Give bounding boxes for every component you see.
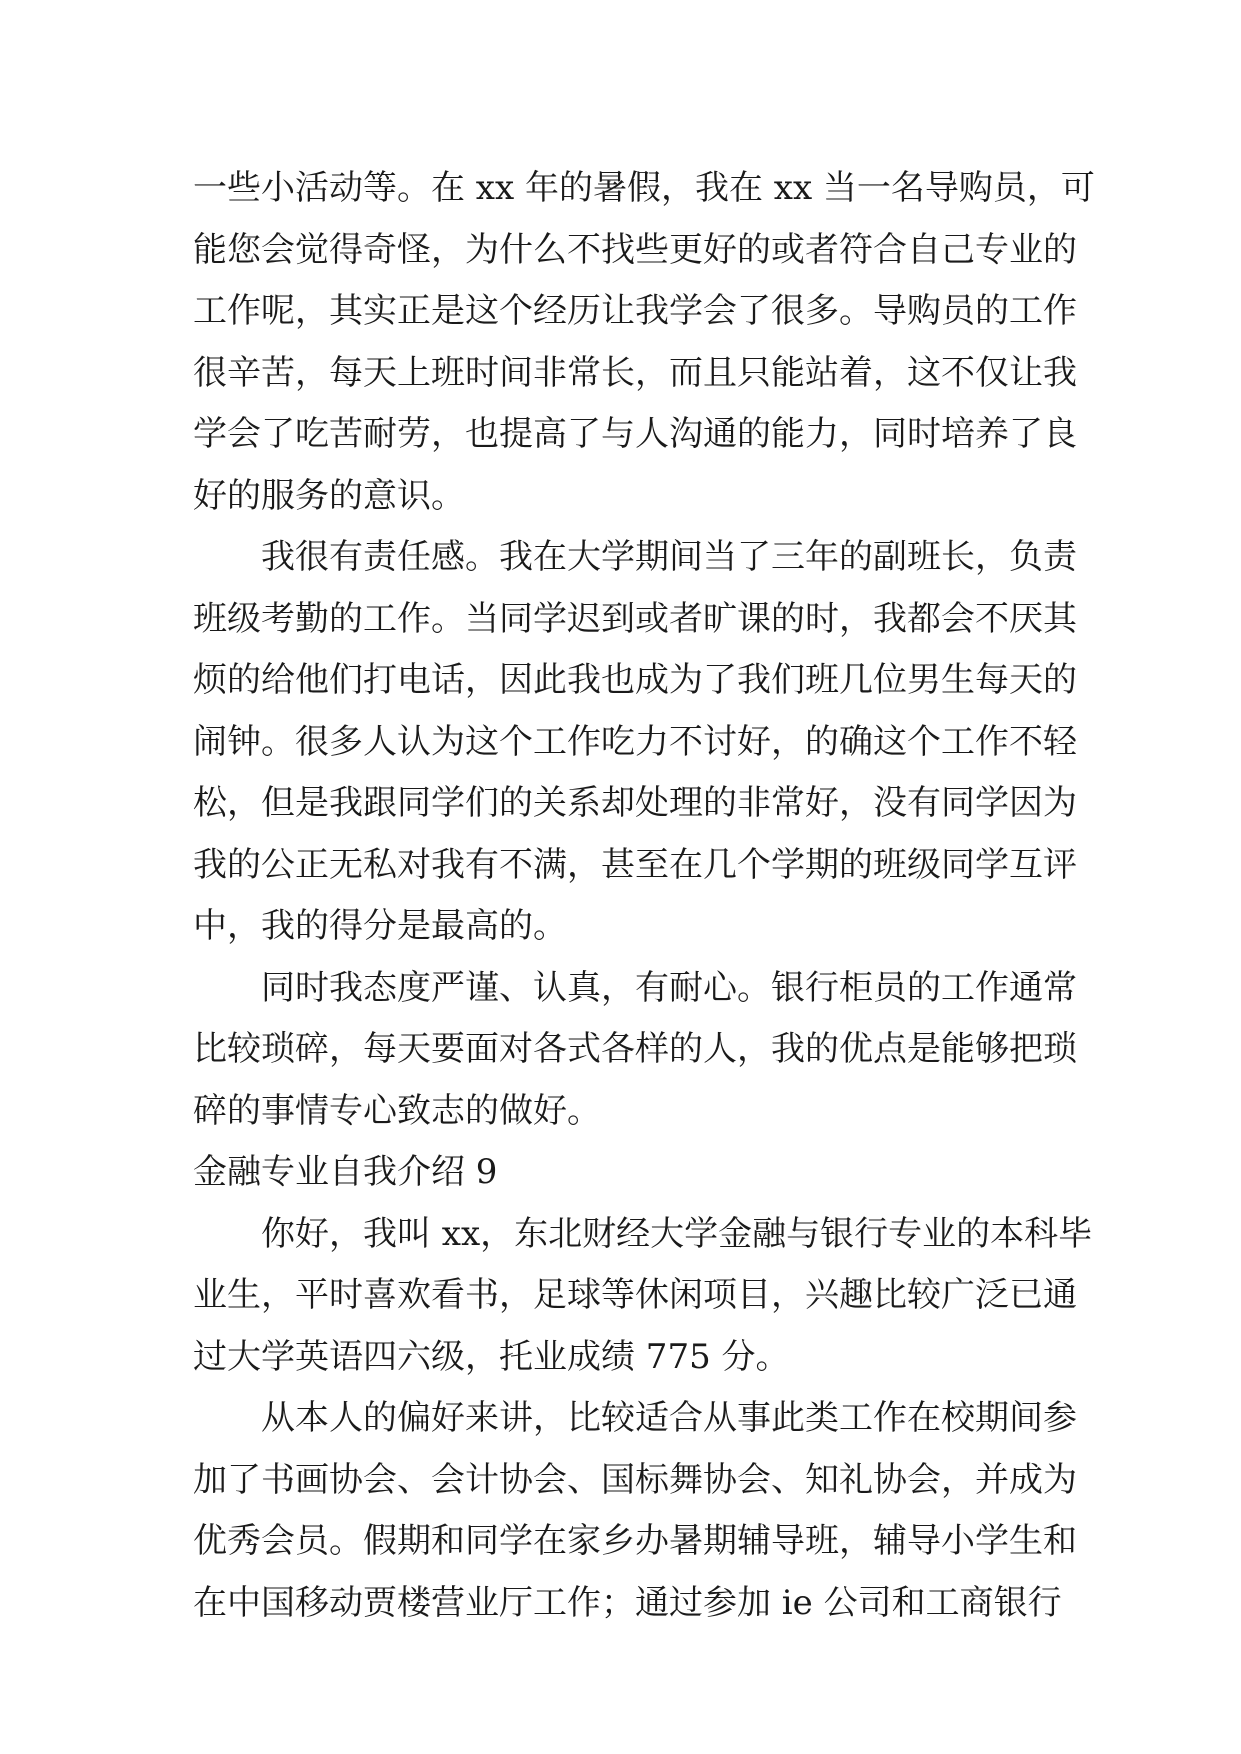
document-body (193, 158, 1095, 1634)
text-line: 过大学英语四六级，托业成绩 775 分。 (193, 1336, 790, 1377)
text-line: 你好，我叫 xx，东北财经大学金融与银行专业的本科毕 (261, 1213, 1093, 1254)
text-line: 班级考勤的工作。当同学迟到或者旷课的时，我都会不厌其 (193, 598, 1077, 639)
text-line: 工作呢，其实正是这个经历让我学会了很多。导购员的工作 (193, 291, 1077, 331)
paragraph (193, 158, 1095, 527)
text-line: 好的服务的意识。 (193, 475, 465, 516)
text-line: 闹钟。很多人认为这个工作吃力不讨好，的确这个工作不轻 (193, 721, 1077, 762)
text-line: 能您会觉得奇怪，为什么不找些更好的或者符合自己专业的 (193, 229, 1077, 270)
text-line: 同时我态度严谨、认真，有耐心。银行柜员的工作通常 (261, 967, 1077, 1008)
text-line: 从本人的偏好来讲，比较适合从事此类工作在校期间参 (261, 1398, 1077, 1438)
text-line: 中，我的得分是最高的。 (193, 906, 567, 946)
text-line: 松，但是我跟同学们的关系却处理的非常好，没有同学因为 (193, 783, 1077, 823)
text-line: 学会了吃苦耐劳，也提高了与人沟通的能力，同时培养了良 (193, 414, 1077, 454)
text-line: 碎的事情专心致志的做好。 (193, 1090, 601, 1131)
text-line: 比较琐碎，每天要面对各式各样的人，我的优点是能够把琐 (193, 1029, 1077, 1069)
text-line: 我很有责任感。我在大学期间当了三年的副班长，负责 (261, 537, 1077, 577)
text-line: 一些小活动等。在 xx 年的暑假，我在 xx 当一名导购员，可 (193, 168, 1095, 208)
text-line: 烦的给他们打电话，因此我也成为了我们班几位男生每天的 (193, 660, 1077, 700)
text-line: 加了书画协会、会计协会、国标舞协会、知礼协会，并成为 (193, 1459, 1077, 1500)
paragraph (193, 1204, 1093, 1389)
text-line: 在中国移动贾楼营业厅工作；通过参加 ie 公司和工商银行 (193, 1582, 1062, 1623)
text-line: 业生，平时喜欢看书，足球等休闲项目，兴趣比较广泛已通 (193, 1275, 1077, 1315)
text-line: 很辛苦，每天上班时间非常长，而且只能站着，这不仅让我 (193, 352, 1077, 393)
text-line: 我的公正无私对我有不满，甚至在几个学期的班级同学互评 (193, 844, 1077, 885)
paragraph (193, 958, 1077, 1143)
section-heading: 金融专业自我介绍 9 (193, 1152, 498, 1192)
paragraph (193, 527, 1077, 958)
paragraph (193, 1388, 1077, 1634)
text-line: 优秀会员。假期和同学在家乡办暑期辅导班，辅导小学生和 (193, 1521, 1077, 1561)
